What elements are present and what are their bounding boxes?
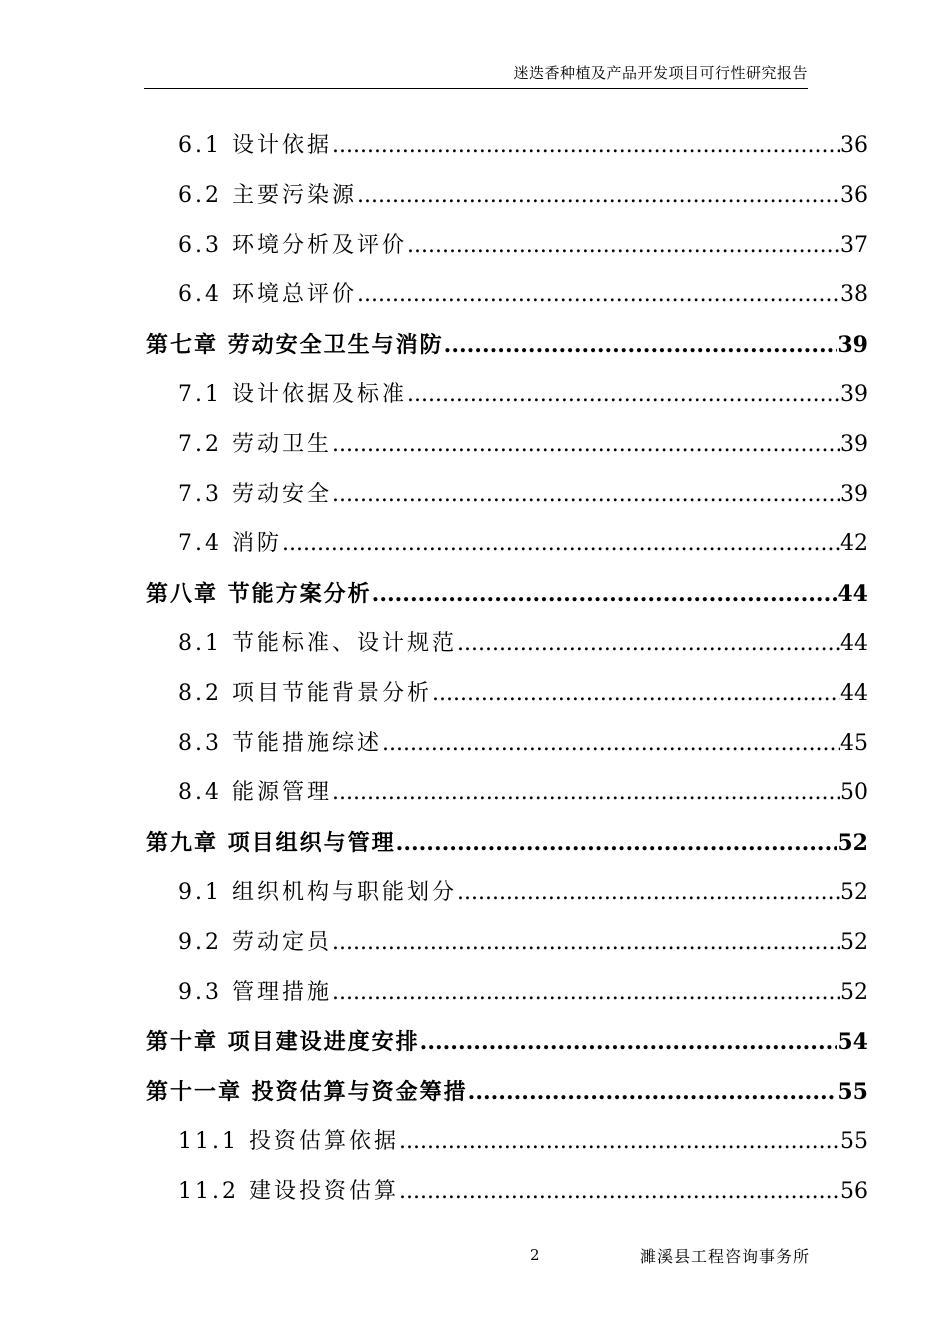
toc-dot-leader xyxy=(332,126,840,166)
toc-dot-leader xyxy=(282,524,840,564)
toc-entry-label: 11.1 投资估算依据 xyxy=(178,1129,399,1154)
toc-dot-leader xyxy=(444,325,838,365)
toc-entry-page: 52 xyxy=(837,830,868,856)
toc-entry-page: 42 xyxy=(840,531,868,556)
toc-section-entry[interactable] xyxy=(178,873,868,913)
toc-section-entry[interactable] xyxy=(178,674,868,714)
toc-dot-leader xyxy=(332,773,840,813)
toc-dot-leader xyxy=(432,674,840,714)
toc-section-entry[interactable] xyxy=(178,524,868,564)
footer-organization: 濉溪县工程咨询事务所 xyxy=(640,1247,811,1266)
toc-section-entry[interactable] xyxy=(178,1122,868,1162)
toc-dot-leader xyxy=(457,624,840,664)
toc-entry-label: 9.2 劳动定员 xyxy=(178,930,332,955)
toc-entry-label: 8.3 节能措施综述 xyxy=(178,731,382,756)
toc-section-entry[interactable] xyxy=(178,475,868,515)
toc-entry-label: 7.3 劳动安全 xyxy=(178,482,332,507)
toc-chapter-entry[interactable] xyxy=(146,1072,868,1112)
toc-section-entry[interactable] xyxy=(178,973,868,1013)
toc-entry-page: 37 xyxy=(840,233,868,258)
toc-section-entry[interactable] xyxy=(178,176,868,216)
toc-entry-page: 39 xyxy=(840,382,868,407)
toc-entry-label: 9.1 组织机构与职能划分 xyxy=(178,880,457,905)
toc-entry-page: 44 xyxy=(840,631,868,656)
toc-entry-page: 39 xyxy=(840,432,868,457)
toc-section-entry[interactable] xyxy=(178,275,868,315)
toc-entry-label: 第八章 节能方案分析 xyxy=(146,581,372,607)
toc-entry-label: 8.2 项目节能背景分析 xyxy=(178,681,432,706)
toc-entry-page: 44 xyxy=(837,581,868,607)
toc-dot-leader xyxy=(399,1122,840,1162)
toc-dot-leader xyxy=(396,823,838,863)
toc-dot-leader xyxy=(372,574,838,614)
toc-entry-label: 第七章 劳动安全卫生与消防 xyxy=(146,332,444,358)
toc-chapter-entry[interactable] xyxy=(146,1022,868,1062)
toc-dot-leader xyxy=(407,375,840,415)
toc-entry-label: 9.3 管理措施 xyxy=(178,980,332,1005)
toc-section-entry[interactable] xyxy=(178,375,868,415)
toc-entry-page: 39 xyxy=(837,332,868,358)
toc-entry-label: 6.1 设计依据 xyxy=(178,133,332,158)
toc-chapter-entry[interactable] xyxy=(146,574,868,614)
toc-entry-label: 8.1 节能标准、设计规范 xyxy=(178,631,457,656)
toc-entry-label: 7.4 消防 xyxy=(178,531,282,556)
toc-chapter-entry[interactable] xyxy=(146,823,868,863)
toc-section-entry[interactable] xyxy=(178,724,868,764)
toc-dot-leader xyxy=(332,475,840,515)
toc-entry-label: 8.4 能源管理 xyxy=(178,780,332,805)
toc-dot-leader xyxy=(357,176,840,216)
toc-section-entry[interactable] xyxy=(178,226,868,266)
toc-entry-page: 36 xyxy=(840,183,868,208)
toc-section-entry[interactable] xyxy=(178,624,868,664)
toc-dot-leader xyxy=(332,425,840,465)
toc-entry-page: 55 xyxy=(837,1079,868,1105)
toc-section-entry[interactable] xyxy=(178,773,868,813)
toc-entry-page: 52 xyxy=(840,930,868,955)
toc-entry-label: 7.1 设计依据及标准 xyxy=(178,382,407,407)
toc-section-entry[interactable] xyxy=(178,923,868,963)
page-number: 2 xyxy=(530,1246,540,1264)
toc-dot-leader xyxy=(420,1022,838,1062)
toc-entry-page: 54 xyxy=(837,1029,868,1055)
toc-entry-label: 6.3 环境分析及评价 xyxy=(178,233,407,258)
toc-entry-page: 55 xyxy=(840,1129,868,1154)
toc-dot-leader xyxy=(457,873,840,913)
toc-entry-page: 50 xyxy=(840,780,868,805)
page-header xyxy=(144,56,808,89)
toc-section-entry[interactable] xyxy=(178,1172,868,1212)
toc-entry-page: 36 xyxy=(840,133,868,158)
toc-entry-label: 6.2 主要污染源 xyxy=(178,183,357,208)
toc-dot-leader xyxy=(332,973,840,1013)
toc-dot-leader xyxy=(382,724,840,764)
toc-entry-label: 6.4 环境总评价 xyxy=(178,282,357,307)
toc-dot-leader xyxy=(399,1172,840,1212)
toc-dot-leader xyxy=(407,226,840,266)
toc-dot-leader xyxy=(357,275,840,315)
toc-entry-label: 7.2 劳动卫生 xyxy=(178,432,332,457)
document-title: 迷迭香种植及产品开发项目可行性研究报告 xyxy=(513,64,808,82)
toc-entry-page: 44 xyxy=(840,681,868,706)
toc-entry-page: 52 xyxy=(840,980,868,1005)
toc-entry-page: 52 xyxy=(840,880,868,905)
toc-section-entry[interactable] xyxy=(178,126,868,166)
toc-chapter-entry[interactable] xyxy=(146,325,868,365)
toc-entry-page: 56 xyxy=(840,1179,868,1204)
toc-entry-page: 38 xyxy=(840,282,868,307)
toc-entry-label: 11.2 建设投资估算 xyxy=(178,1179,399,1204)
toc-section-entry[interactable] xyxy=(178,425,868,465)
toc-dot-leader xyxy=(332,923,840,963)
toc-entry-label: 第十一章 投资估算与资金筹措 xyxy=(146,1079,468,1105)
toc-dot-leader xyxy=(468,1072,838,1112)
toc-entry-page: 45 xyxy=(840,731,868,756)
toc-entry-label: 第十章 项目建设进度安排 xyxy=(146,1029,420,1055)
toc-entry-label: 第九章 项目组织与管理 xyxy=(146,830,396,856)
toc-entry-page: 39 xyxy=(840,482,868,507)
